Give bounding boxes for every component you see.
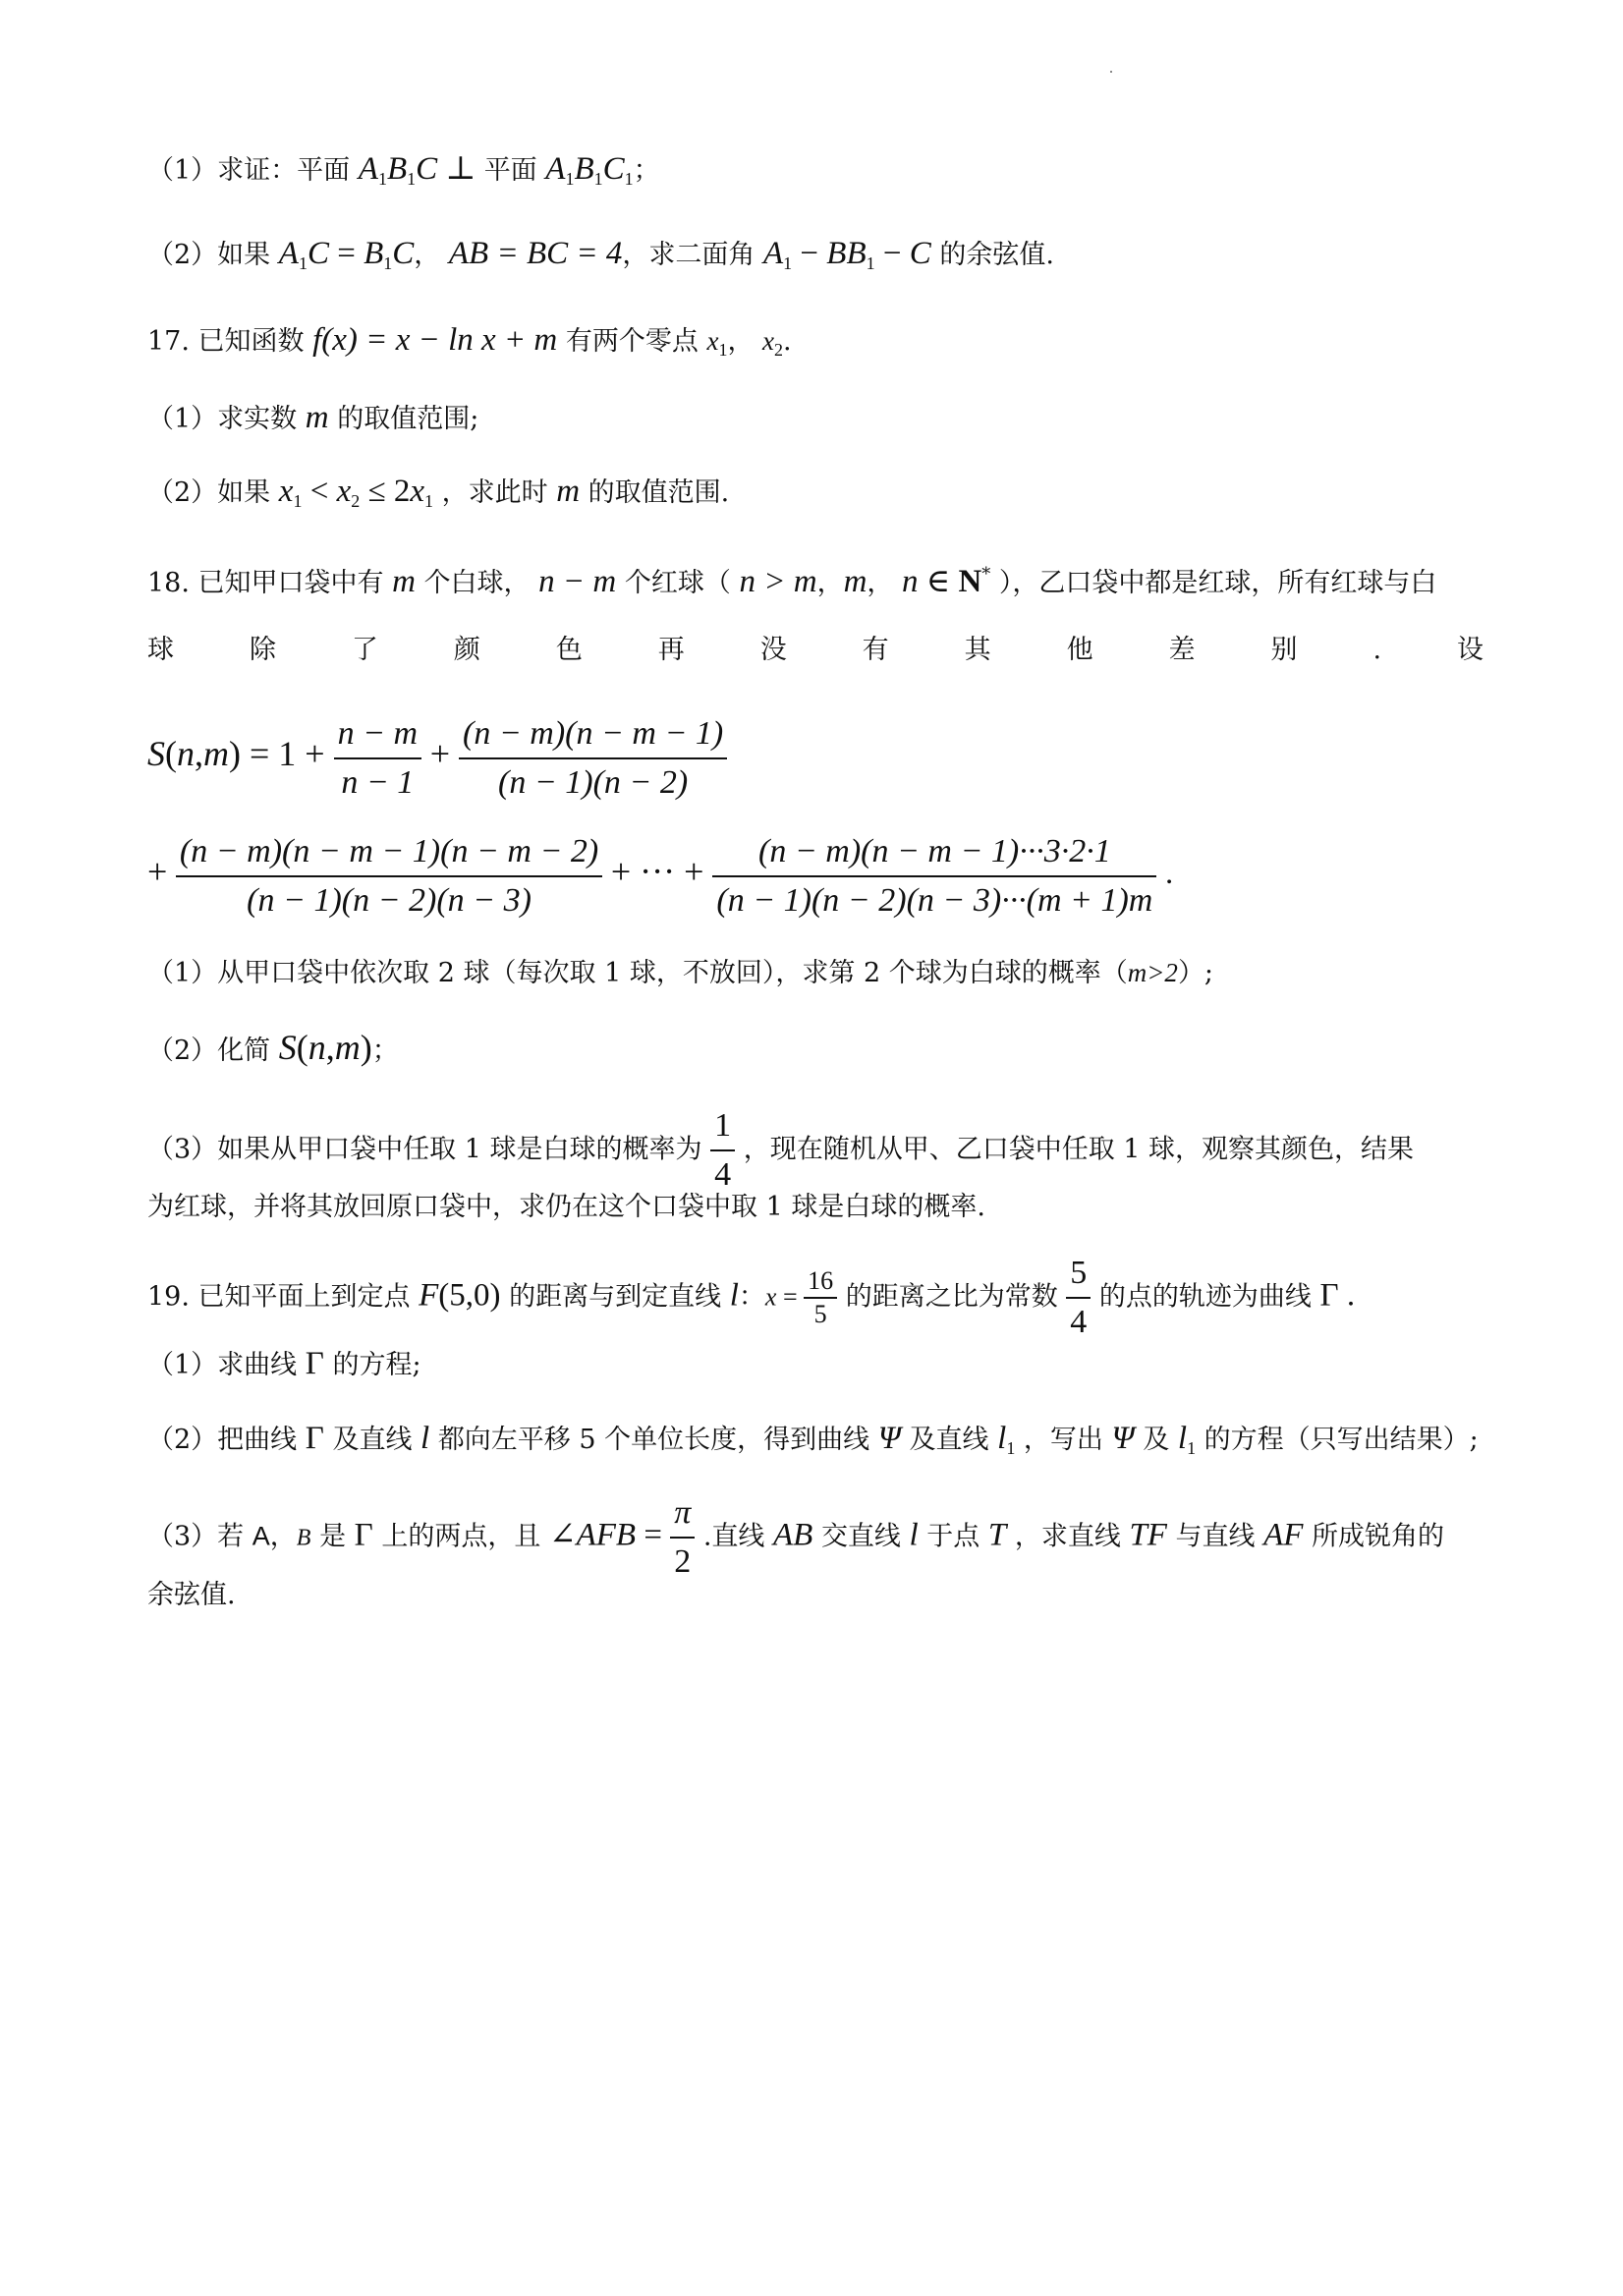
p19-part1: （1）求曲线 Γ 的方程; <box>147 1346 421 1381</box>
p18-part2: （2）化简 S(n,m)； <box>147 1028 399 1067</box>
p18-intro: 18. 已知甲口袋中有 m 个白球， n − m 个红球（ n > m，m， n ∈ N* ），乙口袋中都是红球，所有红球与白 <box>147 564 1437 599</box>
p17-part1: （1）求实数 m 的取值范围; <box>147 400 479 435</box>
formula-S-line2: + $\frac{(n - m)(n - m - 1)(n - m - 2)}{(n - 1)(n - 2)(n - 3)}$ + ··· + $\frac{(n - m)(n - m - 1)\cdot\cdot\cdot 3\cdot 2\cdot 1}{(n - 1)(n - 2)(n - 3)\cdot\cdot\cdot(m + 1)m}$ . <box>147 817 1483 925</box>
p19-part3-line2: 余弦值. <box>147 1580 236 1610</box>
scan-speck <box>1110 71 1112 73</box>
p16-part2: （2）如果 $A_1C = B_1C$， AB = BC = 4，求二面角 $A_1 - BB_1 - C$ 的余弦值. <box>147 236 1054 273</box>
p19-part3: （3）若 A，B 是 Γ 上的两点，且 ∠AFB = $\frac{\pi}{2}$ .直线 AB 交直线 l 于点 T ，求直线 TF 与直线 AF 所成锐角的 <box>147 1489 1483 1564</box>
p17-part2: （2）如果 $x_1 < x_2 \le 2x_1$ ，求此时 m 的取值范围. <box>147 474 730 511</box>
p19-part2: （2）把曲线 Γ 及直线 l 都向左平移 5 个单位长度，得到曲线 Ψ 及直线 $l_1$ ，写出 Ψ 及 $l_1$ 的方程（只写出结果）; <box>147 1421 1479 1458</box>
p18-part3: （3）如果从甲口袋中任取 1 球是白球的概率为 $\frac{1}{4}$ ，现在随机从甲、乙口袋中任取 1 球，观察其颜色，结果 <box>147 1102 1483 1171</box>
p16-part1: （1）求证：平面 $A_1B_1C$ ⊥ 平面 $A_1B_1C_1$； <box>147 151 660 189</box>
p19-intro: 19. 已知平面上到定点 F(5,0) 的距离与到定直线 l：x = $\frac{16}{5}$ 的距离之比为常数 $\frac{5}{4}$ 的点的轨迹为曲线 Γ . <box>147 1250 1483 1324</box>
formula-S-line1: S(n,m) = 1 + $\frac{n - m}{n - 1}$ + $\frac{(n - m)(n - m - 1)}{(n - 1)(n - 2)}$ <box>147 700 1483 808</box>
p18-part3-line2: 为红球，并将其放回原口袋中，求仍在这个口袋中取 1 球是白球的概率. <box>147 1192 985 1222</box>
p17-intro: 17. 已知函数 f(x) = x − ln x + m 有两个零点 $x_1$， $x_2$. <box>147 322 792 360</box>
p18-line2: 球 除 了 颜 色 再 没 有 其 他 差 别 . 设 <box>147 635 1483 665</box>
p18-part1: （1）从甲口袋中依次取 2 球（每次取 1 球，不放回），求第 2 个球为白球的概率（m>2）; <box>147 958 1214 988</box>
